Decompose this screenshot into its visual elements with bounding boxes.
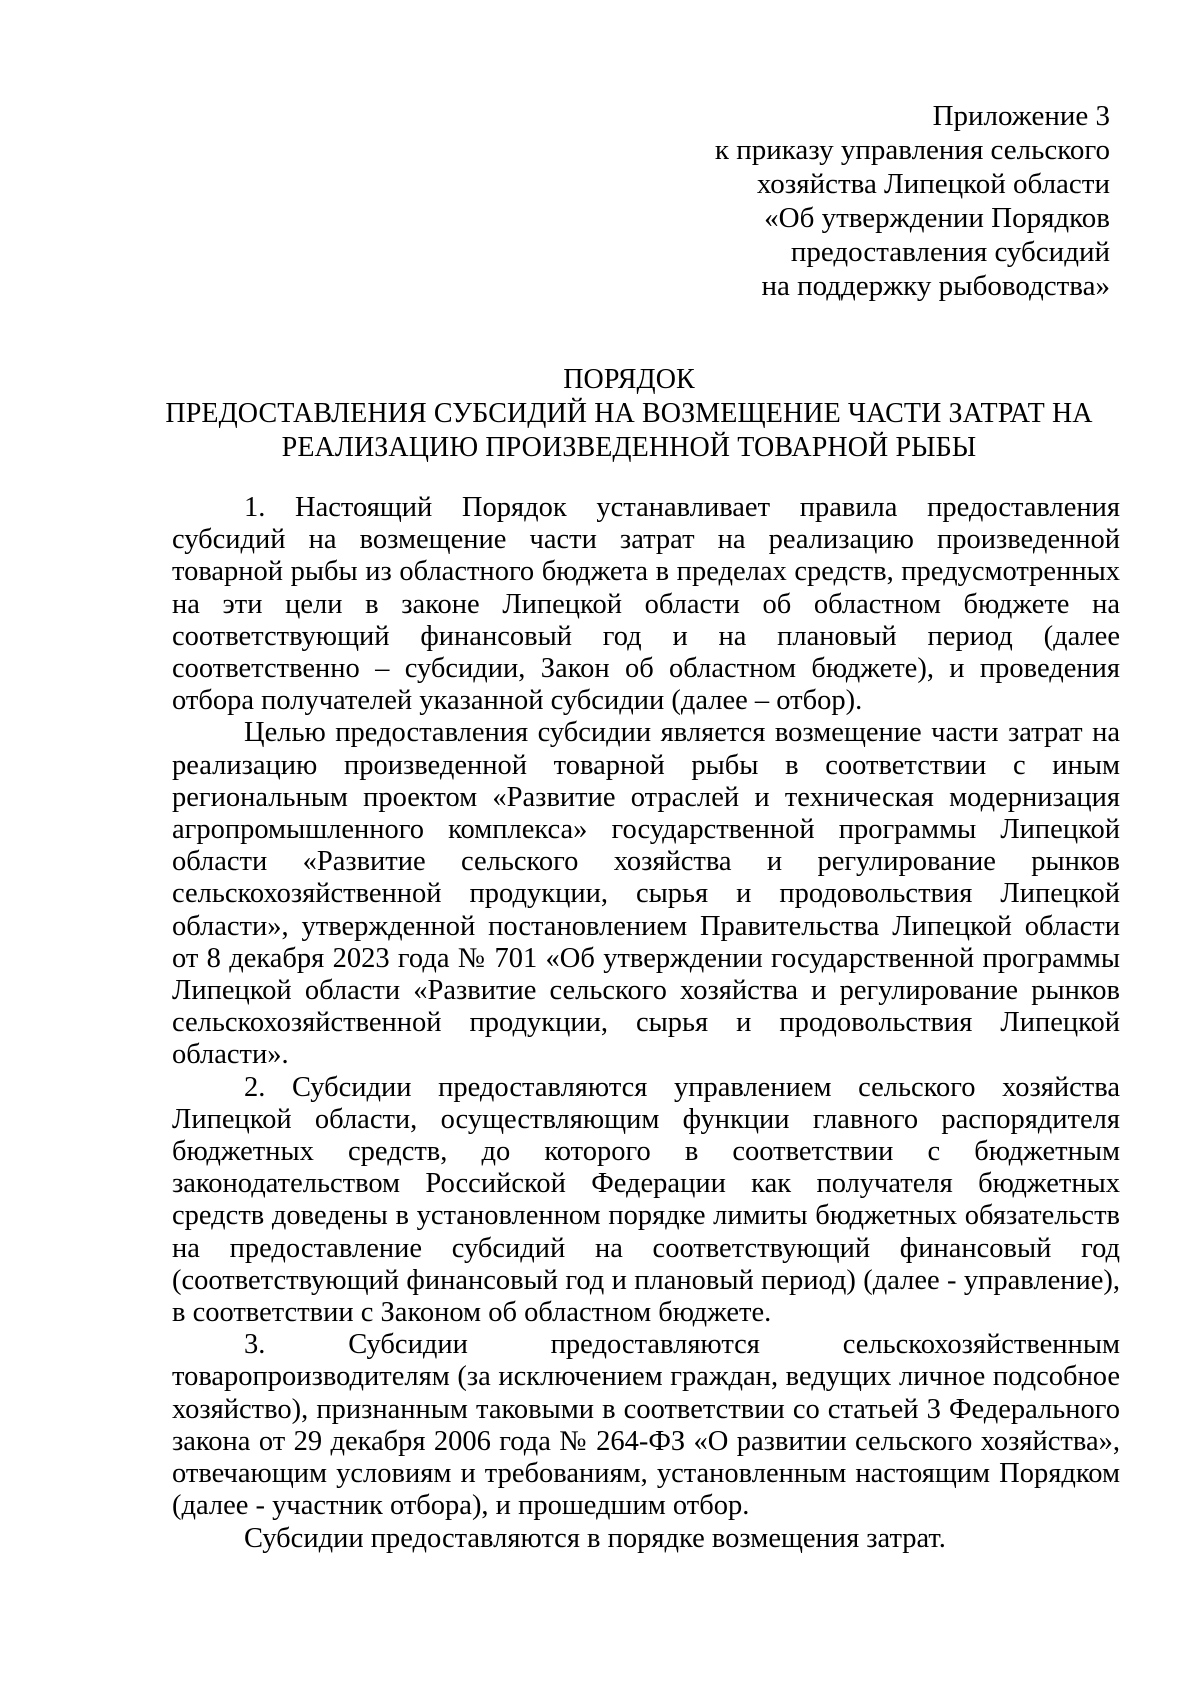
appendix-line: к приказу управления сельского	[714, 134, 1110, 166]
appendix-line: Приложение 3	[932, 100, 1110, 132]
appendix-line: хозяйства Липецкой области	[756, 168, 1110, 200]
title-line: РЕАЛИЗАЦИЮ ПРОИЗВЕДЕННОЙ ТОВАРНОЙ РЫБЫ	[281, 432, 977, 463]
appendix-reference	[550, 99, 1110, 303]
paragraph: Целью предоставления субсидии является возмещение части затрат на реализацию произведенной товарной рыбы в соответствии с иным региональным проектом «Развитие отраслей и техническая модернизация агропромышленного комплекса» государственной программы Липецкой области «Развитие сельского хозяйства и регулирование рынков сельскохозяйственной продукции, сырья и продовольствия Липецкой области», утвержденной постановлением Правительства Липецкой области от 8 декабря 2023 года № 701 «Об утверждении государственной программы Липецкой области «Развитие сельского хозяйства и регулирование рынков сельскохозяйственной продукции, сырья и продовольствия Липецкой области».	[172, 717, 1120, 1071]
appendix-line: «Об утверждении Порядков	[764, 202, 1110, 234]
title-line: ПОРЯДОК	[563, 364, 695, 395]
document-body	[172, 492, 1120, 1555]
paragraph: Субсидии предоставляются в порядке возмещения затрат.	[244, 1522, 946, 1554]
document-title	[150, 363, 1108, 465]
appendix-line: предоставления субсидий	[790, 236, 1110, 268]
paragraph: 3. Субсидии предоставляются сельскохозяйственным товаропроизводителям (за исключением граждан, ведущих личное подсобное хозяйство), признанным таковыми в соответствии со статьей 3 Федерального закона от 29 декабря 2006 года № 264-ФЗ «О развитии сельского хозяйства», отвечающим условиям и требованиям, установленным настоящим Порядком (далее - участник отбора), и прошедшим отбор.	[172, 1329, 1120, 1522]
paragraph: 2. Субсидии предоставляются управлением сельского хозяйства Липецкой области, осуществляющим функции главного распорядителя бюджетных средств, до которого в соответствии с бюджетным законодательством Российской Федерации как получателя бюджетных средств доведены в установленном порядке лимиты бюджетных обязательств на предоставление субсидий на соответствующий финансовый год (соответствующий финансовый год и плановый период) (далее - управление), в соответствии с Законом об областном бюджете.	[172, 1071, 1120, 1329]
paragraph: 1. Настоящий Порядок устанавливает правила предоставления субсидий на возмещение части затрат на реализацию произведенной товарной рыбы из областного бюджета в пределах средств, предусмотренных на эти цели в законе Липецкой области об областном бюджете на соответствующий финансовый год и на плановый период (далее соответственно – субсидии, Закон об областном бюджете), и проведения отбора получателей указанной субсидии (далее – отбор).	[172, 492, 1120, 717]
appendix-line: на поддержку рыбоводства»	[761, 270, 1110, 302]
title-line: ПРЕДОСТАВЛЕНИЯ СУБСИДИЙ НА ВОЗМЕЩЕНИЕ ЧАСТИ ЗАТРАТ НА	[165, 398, 1093, 429]
